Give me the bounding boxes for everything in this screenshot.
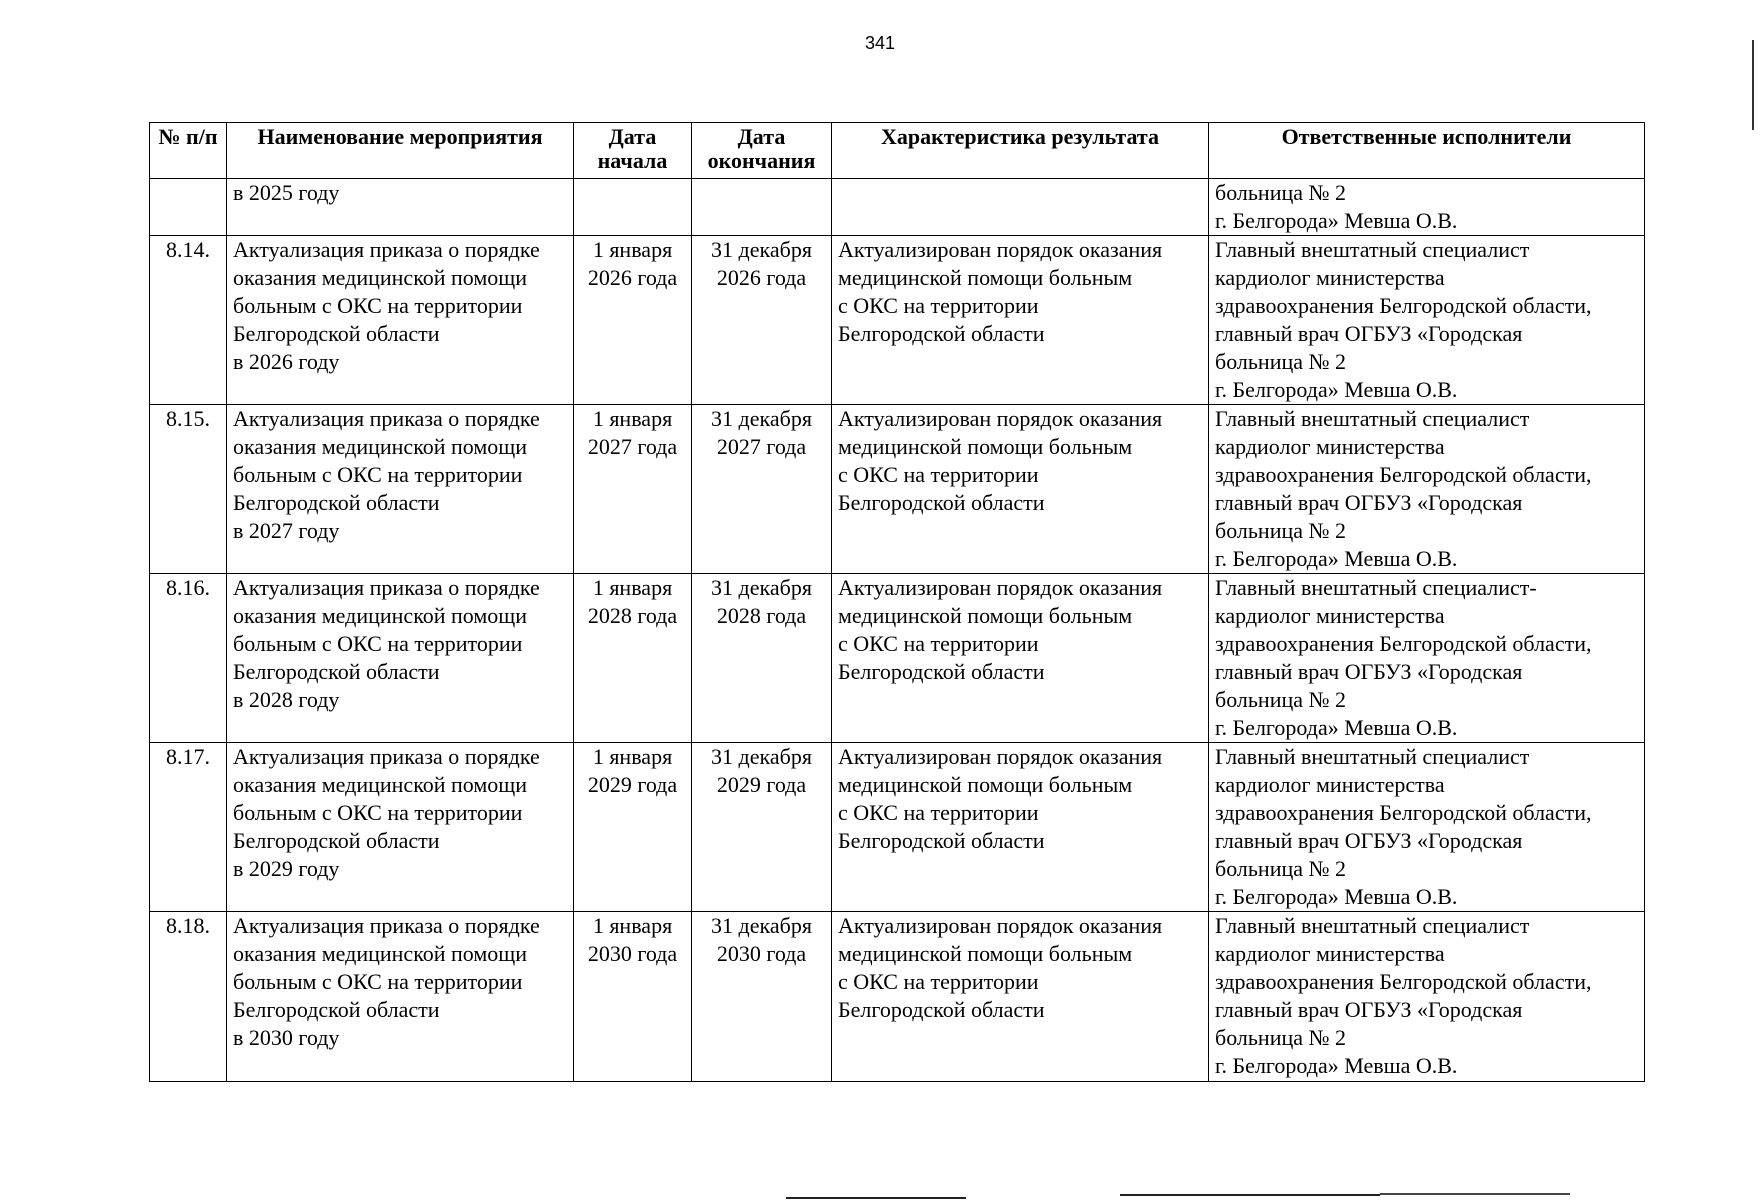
cell-result: Актуализирован порядок оказания медицинской помощи больным с ОКС на территории Белгородской области bbox=[832, 912, 1209, 1082]
cell-name: Актуализация приказа о порядке оказания медицинской помощи больным с ОКС на территории Белгородской области в 2030 году bbox=[227, 912, 574, 1082]
cell-start-date: 1 января 2026 года bbox=[574, 236, 692, 405]
table-row bbox=[150, 743, 1645, 912]
cell-name: в 2025 году bbox=[227, 179, 574, 236]
header-name: Наименование мероприятия bbox=[227, 123, 574, 179]
cell-num bbox=[150, 179, 227, 236]
cell-name: Актуализация приказа о порядке оказания медицинской помощи больным с ОКС на территории Белгородской области в 2026 году bbox=[227, 236, 574, 405]
cell-end-date: 31 декабря 2029 года bbox=[692, 743, 832, 912]
scan-edge-mark bbox=[1752, 40, 1754, 130]
cell-end-date bbox=[692, 179, 832, 236]
cell-start-date: 1 января 2029 года bbox=[574, 743, 692, 912]
header-end-date: Дата окончания bbox=[692, 123, 832, 179]
scan-artifact-line bbox=[786, 1197, 966, 1199]
cell-responsible: Главный внештатный специалист кардиолог министерства здравоохранения Белгородской области, главный врач ОГБУЗ «Городская больница № 2 г. Белгорода» Мевша О.В. bbox=[1209, 912, 1645, 1082]
scan-artifact-line bbox=[1120, 1194, 1380, 1196]
cell-result: Актуализирован порядок оказания медицинской помощи больным с ОКС на территории Белгородской области bbox=[832, 405, 1209, 574]
table-row-continuation bbox=[150, 179, 1645, 236]
scan-artifact-line bbox=[1380, 1193, 1570, 1195]
page-number: 341 bbox=[864, 33, 896, 53]
cell-result bbox=[832, 179, 1209, 236]
cell-name: Актуализация приказа о порядке оказания медицинской помощи больным с ОКС на территории Белгородской области в 2028 году bbox=[227, 574, 574, 743]
cell-num: 8.16. bbox=[150, 574, 227, 743]
cell-start-date bbox=[574, 179, 692, 236]
activities-table bbox=[149, 122, 1645, 1082]
cell-end-date: 31 декабря 2030 года bbox=[692, 912, 832, 1082]
cell-start-date: 1 января 2028 года bbox=[574, 574, 692, 743]
cell-responsible: Главный внештатный специалист кардиолог министерства здравоохранения Белгородской области, главный врач ОГБУЗ «Городская больница № 2 г. Белгорода» Мевша О.В. bbox=[1209, 236, 1645, 405]
cell-responsible: Главный внештатный специалист- кардиолог министерства здравоохранения Белгородской области, главный врач ОГБУЗ «Городская больница № 2 г. Белгорода» Мевша О.В. bbox=[1209, 574, 1645, 743]
cell-end-date: 31 декабря 2027 года bbox=[692, 405, 832, 574]
header-num: № п/п bbox=[150, 123, 227, 179]
header-result: Характеристика результата bbox=[832, 123, 1209, 179]
cell-num: 8.17. bbox=[150, 743, 227, 912]
cell-result: Актуализирован порядок оказания медицинской помощи больным с ОКС на территории Белгородской области bbox=[832, 574, 1209, 743]
header-responsible: Ответственные исполнители bbox=[1209, 123, 1645, 179]
cell-num: 8.14. bbox=[150, 236, 227, 405]
cell-result: Актуализирован порядок оказания медицинской помощи больным с ОКС на территории Белгородской области bbox=[832, 743, 1209, 912]
cell-end-date: 31 декабря 2026 года bbox=[692, 236, 832, 405]
cell-result: Актуализирован порядок оказания медицинской помощи больным с ОКС на территории Белгородской области bbox=[832, 236, 1209, 405]
cell-responsible: Главный внештатный специалист кардиолог министерства здравоохранения Белгородской области, главный врач ОГБУЗ «Городская больница № 2 г. Белгорода» Мевша О.В. bbox=[1209, 405, 1645, 574]
table-row bbox=[150, 236, 1645, 405]
cell-num: 8.18. bbox=[150, 912, 227, 1082]
cell-start-date: 1 января 2030 года bbox=[574, 912, 692, 1082]
table-row bbox=[150, 574, 1645, 743]
cell-responsible: Главный внештатный специалист кардиолог министерства здравоохранения Белгородской области, главный врач ОГБУЗ «Городская больница № 2 г. Белгорода» Мевша О.В. bbox=[1209, 743, 1645, 912]
table-row bbox=[150, 405, 1645, 574]
cell-num: 8.15. bbox=[150, 405, 227, 574]
cell-name: Актуализация приказа о порядке оказания медицинской помощи больным с ОКС на территории Белгородской области в 2029 году bbox=[227, 743, 574, 912]
table-header-row bbox=[150, 123, 1645, 179]
cell-end-date: 31 декабря 2028 года bbox=[692, 574, 832, 743]
cell-name: Актуализация приказа о порядке оказания медицинской помощи больным с ОКС на территории Белгородской области в 2027 году bbox=[227, 405, 574, 574]
header-start-date: Дата начала bbox=[574, 123, 692, 179]
table-row bbox=[150, 912, 1645, 1082]
cell-start-date: 1 января 2027 года bbox=[574, 405, 692, 574]
cell-responsible: больница № 2 г. Белгорода» Мевша О.В. bbox=[1209, 179, 1645, 236]
